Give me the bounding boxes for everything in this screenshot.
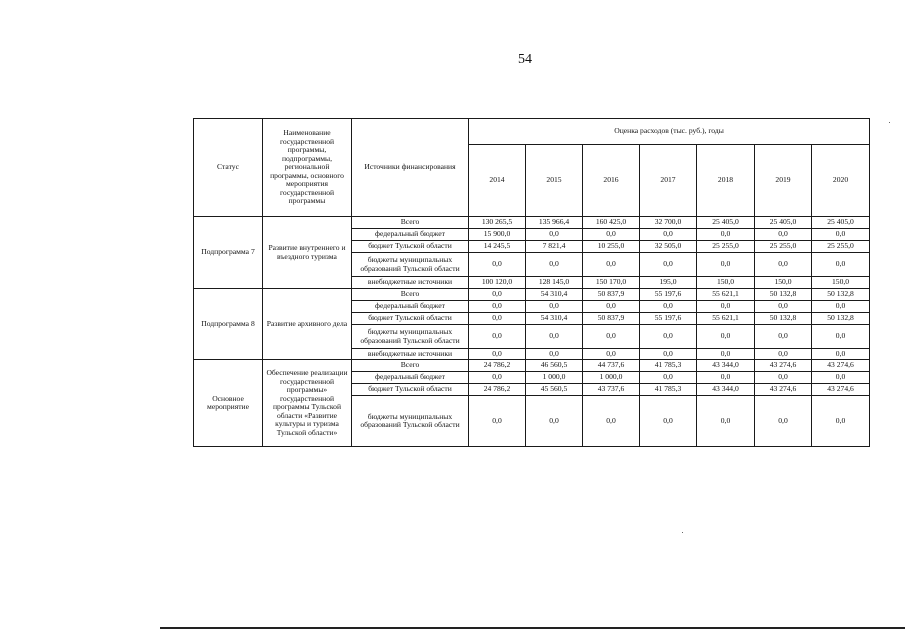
value-cell: 50 837,9 [583,289,640,301]
value-cell: 135 966,4 [526,217,583,229]
value-cell: 0,0 [469,372,526,384]
value-cell: 0,0 [697,396,755,447]
funding-source: бюджеты муниципальных образований Тульской области [352,396,469,447]
value-cell: 50 837,9 [583,313,640,325]
value-cell: 54 310,4 [526,313,583,325]
value-cell: 32 700,0 [640,217,697,229]
value-cell: 50 132,8 [755,289,812,301]
value-cell: 24 786,2 [469,384,526,396]
value-cell: 55 197,6 [640,313,697,325]
value-cell: 43 274,6 [812,384,870,396]
value-cell: 0,0 [469,253,526,277]
funding-source: бюджет Тульской области [352,241,469,253]
value-cell: 130 265,5 [469,217,526,229]
group-name: Развитие внутреннего и въездного туризма [263,217,352,289]
group-name: Обеспечение реализации государственной программы» государственной программы Тульской области «Развитие культуры и туризма Тульской области» [263,360,352,447]
value-cell: 32 505,0 [640,241,697,253]
value-cell: 0,0 [697,372,755,384]
group-status: Подпрограмма 8 [194,289,263,360]
header-sources: Источники финансирования [352,119,469,217]
value-cell: 43 274,6 [755,384,812,396]
value-cell: 0,0 [469,301,526,313]
page-bottom-rule [160,627,905,629]
value-cell: 24 786,2 [469,360,526,372]
value-cell: 0,0 [583,325,640,349]
value-cell: 0,0 [469,313,526,325]
value-cell: 25 255,0 [755,241,812,253]
value-cell: 0,0 [583,229,640,241]
value-cell: 0,0 [697,349,755,360]
value-cell: 150,0 [812,277,870,289]
page-number: 54 [518,52,532,67]
value-cell: 0,0 [526,301,583,313]
value-cell: 0,0 [812,253,870,277]
value-cell: 50 132,8 [812,289,870,301]
value-cell: 150,0 [755,277,812,289]
value-cell: 160 425,0 [583,217,640,229]
value-cell: 54 310,4 [526,289,583,301]
scan-speck [682,532,683,533]
value-cell: 0,0 [469,289,526,301]
value-cell: 43 274,6 [812,360,870,372]
funding-source: внебюджетные источники [352,349,469,360]
header-estimate: Оценка расходов (тыс. руб.), годы [469,119,870,145]
value-cell: 0,0 [640,325,697,349]
value-cell: 0,0 [640,253,697,277]
value-cell: 50 132,8 [812,313,870,325]
value-cell: 0,0 [583,349,640,360]
value-cell: 0,0 [583,301,640,313]
header-year: 2020 [812,145,870,217]
value-cell: 0,0 [812,325,870,349]
table-body [194,217,870,447]
value-cell: 0,0 [755,301,812,313]
value-cell: 0,0 [640,349,697,360]
value-cell: 0,0 [755,253,812,277]
value-cell: 0,0 [640,396,697,447]
value-cell: 0,0 [583,396,640,447]
funding-source: бюджеты муниципальных образований Тульской области [352,325,469,349]
header-status: Статус [194,119,263,217]
value-cell: 0,0 [526,349,583,360]
value-cell: 0,0 [526,229,583,241]
value-cell: 0,0 [583,253,640,277]
group-name: Развитие архивного дела [263,289,352,360]
value-cell: 0,0 [755,396,812,447]
value-cell: 43 737,6 [583,384,640,396]
value-cell: 0,0 [526,325,583,349]
value-cell: 128 145,0 [526,277,583,289]
value-cell: 10 255,0 [583,241,640,253]
header-year: 2018 [697,145,755,217]
value-cell: 0,0 [640,372,697,384]
value-cell: 25 405,0 [812,217,870,229]
value-cell: 7 821,4 [526,241,583,253]
funding-source: бюджет Тульской области [352,384,469,396]
value-cell: 0,0 [812,301,870,313]
funding-source: федеральный бюджет [352,229,469,241]
table-row [194,217,870,229]
scan-speck [889,122,890,123]
value-cell: 55 621,1 [697,289,755,301]
value-cell: 0,0 [469,349,526,360]
funding-source: бюджет Тульской области [352,313,469,325]
value-cell: 0,0 [812,372,870,384]
value-cell: 45 560,5 [526,384,583,396]
group-status: Основное мероприятие [194,360,263,447]
financing-table [193,118,870,447]
value-cell: 55 621,1 [697,313,755,325]
value-cell: 1 000,0 [583,372,640,384]
funding-source: Всего [352,217,469,229]
value-cell: 0,0 [755,229,812,241]
value-cell: 1 000,0 [526,372,583,384]
value-cell: 0,0 [640,229,697,241]
value-cell: 0,0 [812,349,870,360]
header-year: 2016 [583,145,640,217]
value-cell: 0,0 [469,325,526,349]
table-row [194,289,870,301]
funding-source: федеральный бюджет [352,301,469,313]
value-cell: 44 737,6 [583,360,640,372]
table-row [194,360,870,372]
funding-source: федеральный бюджет [352,372,469,384]
value-cell: 0,0 [755,349,812,360]
value-cell: 0,0 [697,325,755,349]
value-cell: 0,0 [526,396,583,447]
value-cell: 41 785,3 [640,384,697,396]
value-cell: 100 120,0 [469,277,526,289]
value-cell: 0,0 [469,396,526,447]
group-status: Подпрограмма 7 [194,217,263,289]
value-cell: 15 900,0 [469,229,526,241]
value-cell: 0,0 [812,229,870,241]
value-cell: 0,0 [755,325,812,349]
value-cell: 55 197,6 [640,289,697,301]
value-cell: 43 344,0 [697,360,755,372]
value-cell: 0,0 [755,372,812,384]
value-cell: 50 132,8 [755,313,812,325]
funding-source: Всего [352,289,469,301]
value-cell: 150,0 [697,277,755,289]
value-cell: 14 245,5 [469,241,526,253]
value-cell: 25 255,0 [697,241,755,253]
value-cell: 0,0 [697,253,755,277]
header-year: 2017 [640,145,697,217]
value-cell: 25 405,0 [697,217,755,229]
value-cell: 0,0 [812,396,870,447]
value-cell: 0,0 [640,301,697,313]
value-cell: 195,0 [640,277,697,289]
value-cell: 43 274,6 [755,360,812,372]
funding-source: Всего [352,360,469,372]
funding-source: бюджеты муниципальных образований Тульской области [352,253,469,277]
value-cell: 0,0 [697,301,755,313]
header-year: 2019 [755,145,812,217]
header-year: 2015 [526,145,583,217]
header-year: 2014 [469,145,526,217]
value-cell: 25 255,0 [812,241,870,253]
header-name: Наименование государственной программы, подпрограммы, региональной программы, основного мероприятия государственной программы [263,119,352,217]
value-cell: 25 405,0 [755,217,812,229]
value-cell: 43 344,0 [697,384,755,396]
value-cell: 41 785,3 [640,360,697,372]
value-cell: 0,0 [697,229,755,241]
value-cell: 0,0 [526,253,583,277]
funding-source: внебюджетные источники [352,277,469,289]
value-cell: 46 560,5 [526,360,583,372]
value-cell: 150 170,0 [583,277,640,289]
